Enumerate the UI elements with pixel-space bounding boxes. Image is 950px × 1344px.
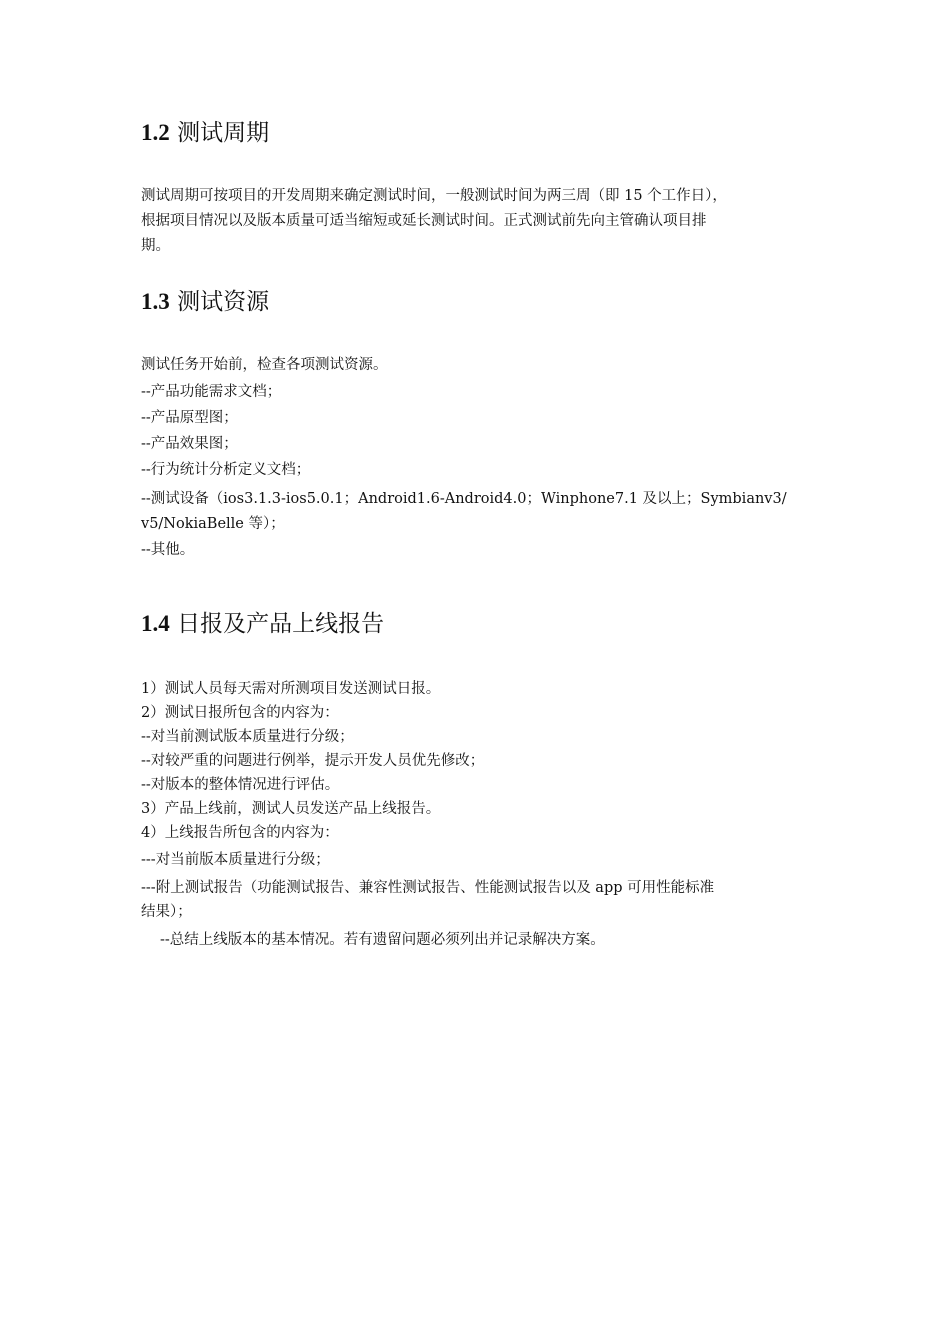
heading-title: 测试资源 xyxy=(177,289,270,315)
list-item: 测试任务开始前，检查各项测试资源。 xyxy=(141,357,388,373)
heading-1-4 xyxy=(141,605,384,638)
paragraph-line: 根据项目情况以及版本质量可适当缩短或延长测试时间。正式测试前先向主管确认项目排 xyxy=(141,213,707,229)
list-item: 1）测试人员每天需对所测项目发送测试日报。 xyxy=(141,681,441,697)
list-item: 结果）； xyxy=(141,904,192,920)
heading-title: 日报及产品上线报告 xyxy=(177,611,385,637)
list-item: --产品效果图； xyxy=(141,436,238,452)
heading-number: 1.4 xyxy=(141,611,170,636)
heading-1-2 xyxy=(141,114,269,147)
list-item: ---附上测试报告（功能测试报告、兼容性测试报告、性能测试报告以及 app 可用性能标准 xyxy=(141,880,715,896)
list-item: 2）测试日报所包含的内容为： xyxy=(141,705,339,721)
list-item: --测试设备（ios3.1.3-ios5.0.1；Android1.6-Android4.0；Winphone7.1 及以上；Symbianv3/ xyxy=(141,491,787,507)
list-item: --其他。 xyxy=(141,542,195,558)
heading-number: 1.3 xyxy=(141,289,170,314)
heading-1-3 xyxy=(141,283,269,316)
list-item: --对版本的整体情况进行评估。 xyxy=(141,777,340,793)
heading-number: 1.2 xyxy=(141,120,170,145)
list-item: --行为统计分析定义文档； xyxy=(141,462,311,478)
list-item: --总结上线版本的基本情况。若有遗留问题必须列出并记录解决方案。 xyxy=(160,932,605,948)
list-item: ---对当前版本质量进行分级； xyxy=(141,852,330,868)
heading-title: 测试周期 xyxy=(177,120,270,146)
list-item: 3）产品上线前，测试人员发送产品上线报告。 xyxy=(141,801,441,817)
list-item: v5/NokiaBelle 等）； xyxy=(141,516,285,532)
list-item: --对当前测试版本质量进行分级； xyxy=(141,729,354,745)
list-item: --产品功能需求文档； xyxy=(141,384,282,400)
list-item: --产品原型图； xyxy=(141,410,238,426)
list-item: 4）上线报告所包含的内容为： xyxy=(141,825,339,841)
paragraph-line: 测试周期可按项目的开发周期来确定测试时间，一般测试时间为两三周（即 15 个工作日）， xyxy=(141,188,727,204)
list-item: --对较严重的问题进行例举，提示开发人员优先修改； xyxy=(141,753,485,769)
paragraph-line: 期。 xyxy=(141,238,170,254)
